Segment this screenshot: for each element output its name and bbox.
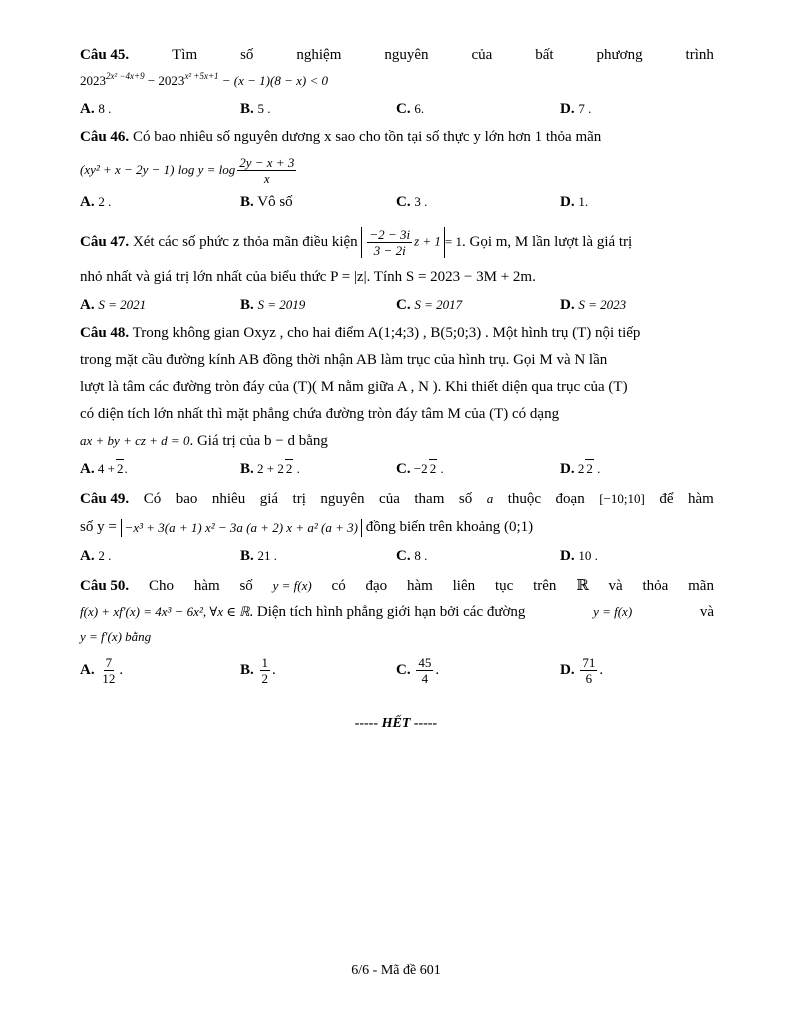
q45-word: bất (535, 47, 554, 63)
q47-frac-den: 3 − 2i (373, 242, 406, 258)
q50-word: Cho (149, 578, 175, 594)
q45-mid: − 2023 (147, 73, 185, 88)
q50-word: số (239, 578, 253, 594)
q45-option-d: D. 7 . (560, 101, 592, 117)
q50-and: và (699, 604, 714, 620)
q49-option-b: B. 21 . (240, 548, 278, 564)
q45-heading (80, 46, 714, 64)
q49-word: thuộc (507, 491, 542, 507)
q49-word: Có (143, 491, 162, 507)
q49-option-a: A. 2 . (80, 548, 112, 564)
q48-line4: có diện tích lớn nhất thì mặt phẳng chứa đường tròn đáy tâm M của (T) có dạng (80, 406, 560, 422)
q47-fraction (367, 227, 412, 258)
q47-option-d: D. S = 2023 (560, 297, 627, 313)
q49-option-d: D. 10 . (560, 548, 598, 564)
q48-line1 (80, 324, 640, 342)
q49-word: bao (175, 491, 198, 507)
q50-curve2: y = f′(x) bằng (80, 629, 152, 644)
q47-option-a: A. S = 2021 (80, 297, 147, 313)
page-footer: 6/6 - Mã đề 601 (351, 963, 441, 978)
q45-option-c: C. 6. (396, 101, 425, 117)
q49-word: đoạn (555, 491, 585, 507)
q50-line2-group (80, 603, 525, 621)
q48-option-a: A. 4 + 2. (80, 461, 128, 477)
q47-heading (80, 220, 632, 264)
q45-word: phương (596, 47, 643, 63)
q45-exp2: x² +5x+1 (184, 71, 219, 81)
q50-line2 (80, 603, 714, 621)
q50-heading (80, 577, 714, 595)
q47-options (80, 296, 720, 314)
q49-word: số (458, 491, 473, 507)
q48-line3: lượt là tâm các đường tròn đáy của (T)( M nằm giữa A , N ). Khi thiết diện qua trục của (T) (80, 379, 628, 395)
q45-base1: 2023 (80, 73, 106, 88)
q47-label: Câu 47. (80, 234, 130, 250)
q46-text: Có bao nhiêu số nguyên dương x sao cho tồn tại số thực y lớn hơn 1 thỏa mãn (132, 129, 602, 145)
q46-lhs: (xy² + x − 2y − 1) log y = log (80, 162, 236, 177)
q50-word: tục (494, 578, 514, 594)
q50-word: và (608, 578, 623, 594)
q45-word: của (471, 47, 493, 63)
q46-equation (80, 150, 298, 190)
q50-options (80, 652, 720, 688)
q50-option-c: C. $\frac{45}{4}$ . (396, 654, 440, 686)
q48-text1: Trong không gian Oxyz , cho hai điểm A(1;4;3) , B(5;0;3) . Một hình trụ (T) nội tiếp (132, 325, 641, 341)
q49-word: nguyên (320, 491, 365, 507)
q46-frac-num: 2y − x + 3 (239, 154, 295, 170)
q45-options (80, 100, 720, 118)
q46-option-c: C. 3 . (396, 194, 428, 210)
q46-label: Câu 46. (80, 129, 130, 145)
q50-line3 (80, 628, 151, 646)
q45-word: số (240, 47, 254, 63)
q50-word: đạo (365, 578, 388, 594)
q45-tail: − (x − 1)(8 − x) < 0 (221, 73, 328, 88)
q48-plane: ax + by + cz + d = 0 (80, 433, 190, 448)
q50-line2-text: . Diện tích hình phẳng giới hạn bởi các đường (249, 604, 526, 620)
q49-heading (80, 490, 714, 508)
q48-options (80, 459, 720, 477)
q45-exp1: 2x² −4x+9 (106, 71, 145, 81)
q47-text2: . Gọi m, M lần lượt là giá trị (462, 234, 633, 250)
q47-option-c: C. S = 2017 (396, 297, 463, 313)
q47-text1: Xét các số phức z thỏa mãn điều kiện (132, 234, 358, 250)
q45-inequality (80, 72, 328, 90)
q45-word: trình (685, 47, 714, 63)
q49-interval: [−10;10] (599, 491, 645, 506)
q47-abs (361, 227, 445, 258)
q50-word: hàm (407, 578, 433, 594)
q50-curve1: y = f(x) (593, 604, 633, 619)
q46-options (80, 193, 720, 211)
q49-word: của (379, 491, 400, 507)
q50-word: thỏa (642, 578, 669, 594)
q50-function: y = f(x) (272, 578, 312, 593)
q48-option-c: C. −2 2 . (396, 461, 444, 477)
q45-label: Câu 45. (80, 47, 130, 63)
q45-word: nguyên (384, 47, 429, 63)
q49-abs: −x³ + 3(a + 1) x² − 3a (a + 2) x + a² (a + 3) (121, 519, 362, 537)
q49-line2-prefix: số y = (80, 519, 117, 535)
q48-line5-tail: . Giá trị của b − d bằng (189, 433, 328, 449)
q49-word: trị (292, 491, 306, 507)
q47-line2: nhỏ nhất và giá trị lớn nhất của biểu thức P = |z|. Tính S = 2023 − 3M + 2m. (80, 269, 536, 285)
q47-abs-tail: z + 1 (414, 232, 441, 248)
q49-label: Câu 49. (80, 491, 130, 507)
q46-option-d: D. 1. (560, 194, 589, 210)
q48-line2: trong mặt cầu đường kính AB đồng thời nhận AB làm trục của hình trụ. Gọi M và N lần (80, 352, 608, 368)
q47-frac-num: −2 − 3i (369, 226, 411, 242)
q46-heading (80, 128, 601, 146)
q50-word: có (331, 578, 346, 594)
q48-option-b: B. 2 + 2 2 . (240, 461, 300, 477)
q50-equation: f(x) + xf′(x) = 4x³ − 6x², ∀x ∈ ℝ (80, 604, 250, 619)
q50-real-set: ℝ (576, 578, 589, 594)
q50-word: hàm (193, 578, 220, 594)
q49-line2-tail: đồng biến trên khoảng (0;1) (365, 519, 534, 535)
q50-word: liên (452, 578, 476, 594)
q48-label: Câu 48. (80, 325, 130, 341)
q46-option-a: A. 2 . (80, 194, 112, 210)
q49-word: hàm (688, 491, 714, 507)
q49-word: nhiêu (211, 491, 246, 507)
q45-option-a: A. 8 . (80, 101, 112, 117)
q47-option-b: B. S = 2019 (240, 297, 306, 313)
q50-option-a: A. $\frac{7}{12}$ . (80, 654, 124, 686)
q46-fraction (237, 155, 296, 186)
q50-word: trên (533, 578, 557, 594)
q48-option-d: D. 2 2 . (560, 461, 601, 477)
q45-word: nghiệm (296, 47, 342, 63)
q50-word: mãn (688, 578, 714, 594)
q49-param: a (486, 491, 494, 506)
q45-word: Tìm (172, 47, 198, 63)
q46-option-b: B. Vô số (240, 194, 293, 210)
q49-option-c: C. 8 . (396, 548, 428, 564)
end-marker: ----- HẾT ----- (354, 716, 438, 731)
q49-options (80, 547, 720, 565)
q49-line2 (80, 518, 533, 537)
q45-option-b: B. 5 . (240, 101, 271, 117)
q50-label: Câu 50. (80, 578, 130, 594)
q50-option-d: D. $\frac{71}{6}$ . (560, 654, 604, 686)
q49-word: giá (259, 491, 279, 507)
q49-word: tham (414, 491, 445, 507)
q48-line5 (80, 432, 328, 450)
q47-eq: = 1 (444, 234, 463, 249)
q50-option-b: B. $\frac{1}{2}$ . (240, 654, 276, 686)
q46-frac-den: x (263, 170, 270, 186)
q49-word: để (659, 491, 674, 507)
